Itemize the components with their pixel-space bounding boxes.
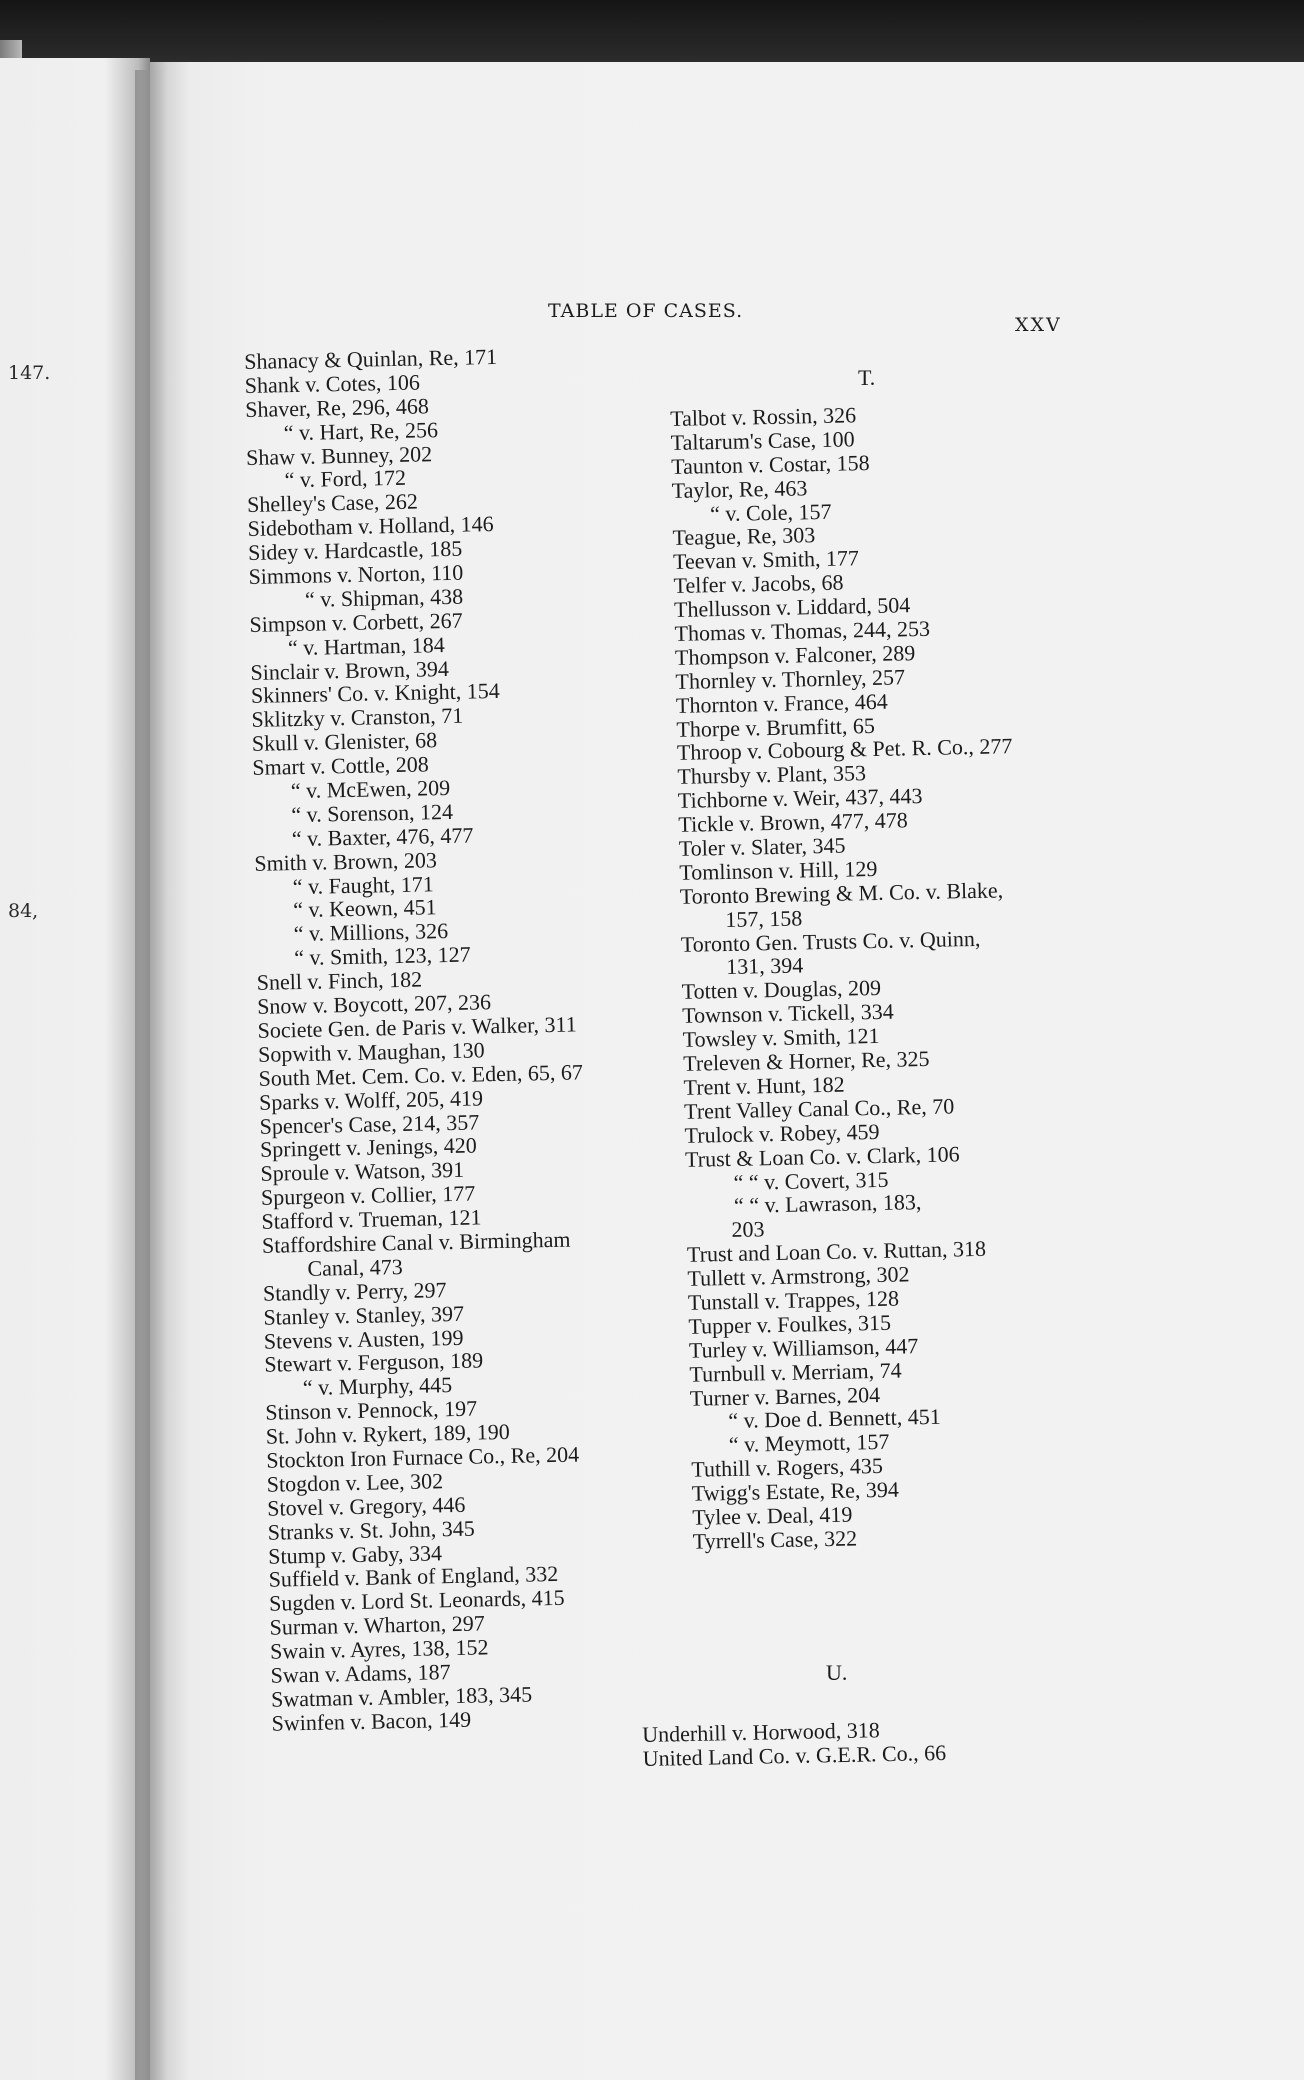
case-entry: Tuthill v. Rogers, 435 (691, 1453, 884, 1482)
case-entry: Staffordshire Canal v. Birmingham (261, 1226, 571, 1258)
case-entry: Stinson v. Pennock, 197 (265, 1395, 478, 1425)
case-entry: “ “ v. Covert, 315 (733, 1166, 889, 1195)
case-entry: Taltarum's Case, 100 (670, 426, 855, 455)
margin-fragment-1: 147. (8, 362, 51, 384)
margin-fragment-2: 84, (8, 900, 39, 922)
left-column-case-list (244, 343, 596, 1735)
case-entry: Tylee v. Deal, 419 (692, 1501, 853, 1530)
section-t-case-list (670, 400, 1028, 1553)
case-entry: Treleven & Horner, Re, 325 (682, 1045, 930, 1076)
case-entry: Trulock v. Robey, 459 (684, 1118, 880, 1148)
case-entry-continuation: Canal, 473 (307, 1253, 404, 1281)
case-entry: Talbot v. Rossin, 326 (669, 402, 857, 431)
case-entry: Sparks v. Wolff, 205, 419 (258, 1084, 484, 1115)
case-entry: Stump v. Gaby, 334 (267, 1539, 443, 1569)
case-entry: “ v. Cole, 157 (709, 498, 832, 526)
case-entry: “ v. Keown, 451 (293, 894, 437, 923)
case-entry: Shaver, Re, 296, 468 (244, 393, 430, 422)
case-entry: “ v. Ford, 172 (284, 465, 407, 493)
case-entry-continuation: 203 (731, 1216, 765, 1243)
case-entry: Tunstall v. Trappes, 128 (687, 1285, 900, 1315)
case-entry: Smith v. Brown, 203 (254, 846, 438, 876)
case-entry: Spencer's Case, 214, 357 (259, 1108, 480, 1139)
case-entry: Snow v. Boycott, 207, 236 (256, 989, 492, 1019)
case-entry: Tomlinson v. Hill, 129 (679, 855, 878, 885)
case-entry: Sklitzky v. Cranston, 71 (251, 703, 464, 733)
case-entry: Skinners' Co. v. Knight, 154 (250, 678, 500, 709)
case-entry: Thursby v. Plant, 353 (677, 760, 867, 790)
case-entry: Trent v. Hunt, 182 (683, 1071, 845, 1100)
running-header-title: TABLE OF CASES. (548, 300, 744, 322)
case-entry: Springett v. Jenings, 420 (259, 1132, 477, 1163)
page-number: XXV (1015, 314, 1062, 336)
case-entry: Toronto Brewing & M. Co. v. Blake, (679, 877, 1004, 909)
case-entry: Thellusson v. Liddard, 504 (673, 592, 911, 623)
case-entry: Tichborne v. Weir, 437, 443 (677, 783, 923, 814)
case-entry: Tickle v. Brown, 477, 478 (678, 807, 908, 838)
case-entry: “ v. Baxter, 476, 477 (291, 822, 474, 851)
case-entry: Smart v. Cottle, 208 (252, 751, 430, 781)
case-entry: “ v. Millions, 326 (293, 918, 449, 947)
case-entry: Simpson v. Corbett, 267 (249, 607, 463, 637)
case-entry-continuation: 157, 158 (725, 905, 803, 932)
case-entry: “ v. Hartman, 184 (287, 631, 446, 660)
case-entry: “ v. Smith, 123, 127 (293, 941, 471, 971)
case-entry: Tullett v. Armstrong, 302 (687, 1261, 910, 1291)
case-entry: Suffield v. Bank of England, 332 (268, 1561, 559, 1593)
case-entry: Telfer v. Jacobs, 68 (673, 569, 844, 599)
case-entry: Underhill v. Horwood, 318 (641, 1717, 880, 1747)
case-entry: Thornley v. Thornley, 257 (675, 664, 906, 694)
case-entry: Turley v. Williamson, 447 (688, 1332, 919, 1363)
case-entry: Thornton v. France, 464 (675, 688, 889, 718)
case-entry: Twigg's Estate, Re, 394 (691, 1476, 900, 1506)
section-letter-t: T. (858, 365, 876, 390)
case-entry: Spurgeon v. Collier, 177 (260, 1180, 476, 1210)
case-entry: Shelley's Case, 262 (246, 488, 419, 518)
case-entry: Stanley v. Stanley, 397 (263, 1300, 465, 1330)
case-entry: “ v. Shipman, 438 (304, 583, 464, 612)
case-entry: Societe Gen. de Paris v. Walker, 311 (257, 1011, 577, 1043)
case-entry-continuation: 131, 394 (725, 952, 804, 980)
case-entry: Stranks v. St. John, 345 (267, 1515, 475, 1545)
case-entry: Tupper v. Foulkes, 315 (688, 1309, 892, 1339)
case-entry: Stovel v. Gregory, 446 (266, 1491, 466, 1521)
case-entry: Shank v. Cotes, 106 (244, 369, 421, 398)
case-entry: “ v. Doe d. Bennett, 451 (728, 1404, 941, 1434)
case-entry: “ v. McEwen, 209 (290, 774, 451, 804)
case-entry: Toronto Gen. Trusts Co. v. Quinn, (680, 925, 981, 957)
case-entry: Shaw v. Bunney, 202 (245, 440, 433, 470)
case-entry: Simmons v. Norton, 110 (248, 559, 464, 589)
case-entry: Trust and Loan Co. v. Ruttan, 318 (686, 1236, 987, 1267)
case-entry: Stevens v. Austen, 199 (263, 1324, 464, 1354)
section-letter-u: U. (826, 1660, 848, 1685)
case-entry: Totten v. Douglas, 209 (681, 975, 882, 1005)
case-entry: Shanacy & Quinlan, Re, 171 (243, 343, 498, 374)
case-entry: “ “ v. Lawrason, 183, (733, 1189, 922, 1219)
case-entry: Stogdon v. Lee, 302 (266, 1468, 444, 1497)
case-entry: Taunton v. Costar, 158 (670, 449, 870, 479)
case-entry: Teevan v. Smith, 177 (672, 545, 860, 575)
case-entry: St. John v. Rykert, 189, 190 (265, 1418, 510, 1449)
case-entry: Sproule v. Watson, 391 (260, 1157, 465, 1187)
section-u-case-list (642, 1717, 946, 1771)
case-entry: Snell v. Finch, 182 (256, 966, 423, 996)
case-entry: Thorpe v. Brumfitt, 65 (676, 712, 876, 742)
case-entry: Standly v. Perry, 297 (262, 1276, 447, 1306)
case-entry: Stockton Iron Furnace Co., Re, 204 (266, 1441, 580, 1473)
case-entry: Tyrrell's Case, 322 (692, 1525, 858, 1554)
case-entry: Sinclair v. Brown, 394 (250, 655, 450, 685)
case-entry: Toler v. Slater, 345 (678, 832, 846, 861)
case-entry: Trust & Loan Co. v. Clark, 106 (684, 1140, 960, 1172)
case-entry: “ v. Faught, 171 (292, 870, 434, 899)
gutter-shadow (135, 70, 165, 2080)
case-entry: Swain v. Ayres, 138, 152 (269, 1634, 489, 1664)
case-entry: Swatman v. Ambler, 183, 345 (270, 1681, 533, 1712)
case-entry: Trent Valley Canal Co., Re, 70 (683, 1093, 955, 1124)
case-entry: Taylor, Re, 463 (671, 474, 808, 503)
case-entry: “ v. Murphy, 445 (302, 1372, 453, 1401)
case-entry: Stafford v. Trueman, 121 (261, 1204, 482, 1234)
case-entry: Swinfen v. Bacon, 149 (271, 1706, 472, 1736)
case-entry: Turner v. Barnes, 204 (689, 1381, 881, 1411)
case-entry: Sugden v. Lord St. Leonards, 415 (268, 1585, 565, 1617)
case-entry: “ v. Sorenson, 124 (291, 798, 454, 828)
case-entry: Thomas v. Thomas, 244, 253 (674, 615, 931, 646)
case-entry: Stewart v. Ferguson, 189 (264, 1347, 484, 1378)
case-entry: Towsley v. Smith, 121 (682, 1023, 880, 1053)
case-entry: Teague, Re, 303 (672, 522, 816, 551)
case-entry: Swan v. Adams, 187 (270, 1659, 451, 1688)
case-entry: “ v. Meymott, 157 (728, 1429, 890, 1458)
case-entry: Skull v. Glenister, 68 (251, 727, 438, 757)
case-entry: Sidebotham v. Holland, 146 (247, 511, 494, 542)
case-entry: Sidey v. Hardcastle, 185 (247, 535, 463, 566)
case-entry: Throop v. Cobourg & Pet. R. Co., 277 (676, 733, 1013, 766)
case-entry: South Met. Cem. Co. v. Eden, 65, 67 (258, 1059, 584, 1091)
case-entry: “ v. Hart, Re, 256 (283, 416, 439, 445)
case-entry: United Land Co. v. G.E.R. Co., 66 (642, 1739, 947, 1771)
case-entry: Surman v. Wharton, 297 (269, 1610, 485, 1640)
case-entry: Sopwith v. Maughan, 130 (257, 1037, 485, 1067)
case-entry: Thompson v. Falconer, 289 (674, 640, 916, 670)
case-entry: Townson v. Tickell, 334 (681, 998, 894, 1029)
case-entry: Turnbull v. Merriam, 74 (689, 1357, 902, 1387)
